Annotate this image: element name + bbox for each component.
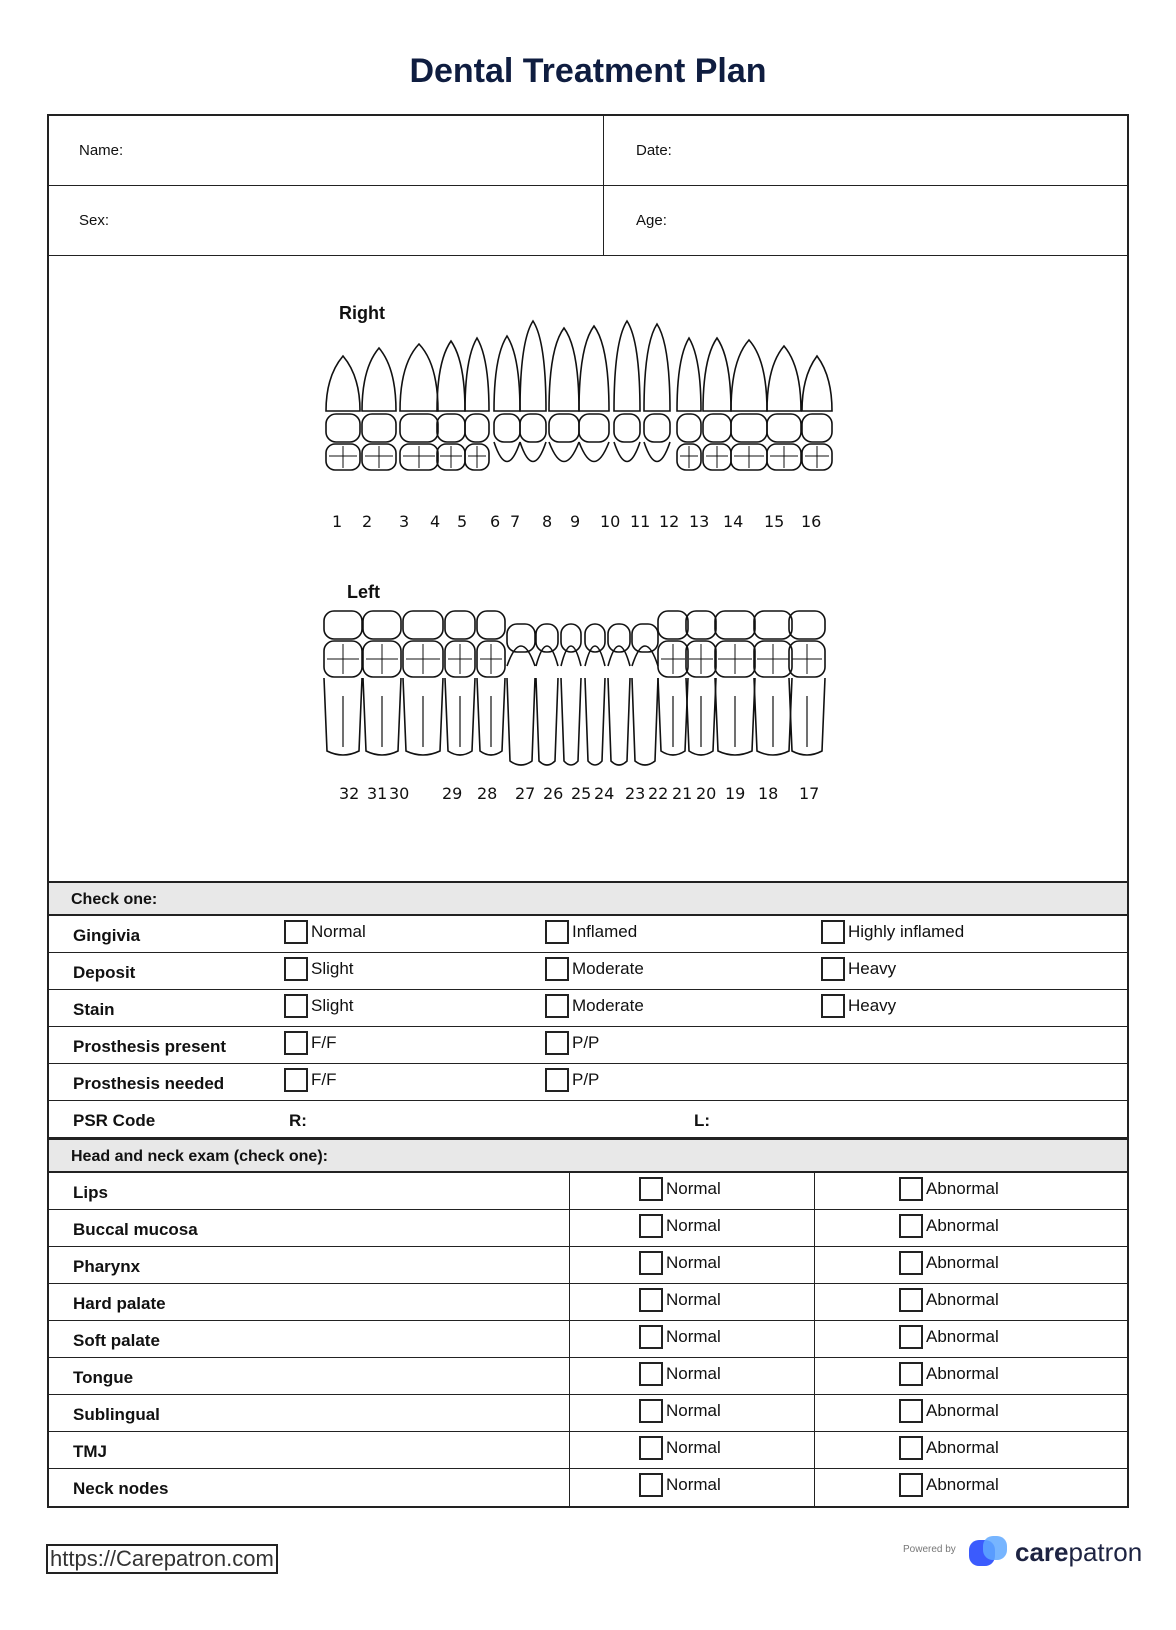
checkbox[interactable] [899,1436,923,1460]
tooth-number: 31 [367,784,388,803]
tooth-outline [549,328,579,411]
normal-option[interactable] [639,1473,721,1497]
tooth-number: 28 [477,784,498,803]
option-label: Normal [666,1290,721,1309]
check-row [49,1027,1127,1064]
check-row-label: Stain [73,1000,115,1019]
abnormal-option[interactable] [899,1177,999,1201]
tooth-outline [731,340,767,411]
checkbox[interactable] [899,1362,923,1386]
option-0[interactable] [284,994,354,1018]
abnormal-option[interactable] [899,1399,999,1423]
tooth-outline [661,644,685,674]
tooth-outline [549,414,579,442]
column-divider [569,1432,570,1469]
checkbox[interactable] [899,1399,923,1423]
tooth-number: 19 [725,784,746,803]
form-frame [47,114,1129,1508]
tooth-outline [703,414,731,442]
normal-option[interactable] [639,1214,721,1238]
option-1[interactable] [545,957,644,981]
tooth-outline [363,611,401,639]
option-label: Normal [666,1475,721,1494]
tooth-number: 32 [339,784,360,803]
checkbox[interactable] [821,920,845,944]
normal-option[interactable] [639,1399,721,1423]
tooth-number: 14 [723,512,744,531]
tooth-outline [468,446,486,468]
exam-row-label: Buccal mucosa [73,1220,198,1239]
tooth-outline [718,644,752,674]
tooth-number: 20 [696,784,717,803]
tooth-outline [520,414,546,442]
tooth-outline [644,324,670,411]
normal-option[interactable] [639,1251,721,1275]
check-one-heading: Check one: [49,883,1127,916]
column-divider [569,1469,570,1506]
option-label: Normal [311,922,366,941]
checkbox[interactable] [639,1214,663,1238]
option-label: Moderate [572,996,644,1015]
exam-row [49,1395,1127,1432]
tooth-number: 24 [594,784,615,803]
carepatron-link[interactable]: https://Carepatron.com [46,1544,278,1574]
checkbox[interactable] [899,1325,923,1349]
option-label: Normal [666,1364,721,1383]
option-label: Slight [311,996,354,1015]
exam-row [49,1284,1127,1321]
option-0[interactable] [284,1031,337,1055]
abnormal-option[interactable] [899,1436,999,1460]
tooth-number: 3 [399,512,410,531]
info-row-2 [49,186,1127,256]
lower-arch-label: Left [347,582,380,602]
tooth-outline [585,678,605,765]
tooth-outline [448,644,472,674]
tooth-outline [715,611,755,639]
option-label: Inflamed [572,922,638,941]
tooth-outline [362,414,396,442]
tooth-number: 11 [630,512,651,531]
tooth-outline [561,624,581,652]
exam-row [49,1321,1127,1358]
tooth-outline [579,442,609,462]
tooth-number: 18 [758,784,779,803]
option-label: Slight [311,959,354,978]
tooth-outline [585,624,605,652]
option-label: Abnormal [926,1438,999,1457]
option-1[interactable] [545,1031,599,1055]
tooth-outline [677,338,701,411]
checkbox[interactable] [899,1177,923,1201]
tooth-number: 13 [689,512,710,531]
column-divider [814,1432,815,1469]
tooth-outline [805,446,829,468]
option-label: Abnormal [926,1290,999,1309]
tooth-outline [789,611,825,639]
tooth-outline [326,414,360,442]
checkbox[interactable] [639,1288,663,1312]
checkbox[interactable] [899,1251,923,1275]
tooth-outline [614,442,640,462]
option-label: Highly inflamed [848,922,965,941]
head-neck-heading: Head and neck exam (check one): [49,1138,1127,1173]
tooth-number: 26 [543,784,564,803]
tooth-outline [677,414,701,442]
exam-row [49,1247,1127,1284]
tooth-outline [549,442,579,462]
option-0[interactable] [284,957,354,981]
checkbox[interactable] [639,1473,663,1497]
checkbox[interactable] [639,1177,663,1201]
exam-row-label: Lips [73,1183,108,1202]
tooth-outline [327,644,359,674]
tooth-outline [520,321,546,411]
tooth-outline [507,624,535,652]
age-field[interactable]: Age: [636,212,667,229]
column-divider [814,1247,815,1284]
tooth-number: 21 [672,784,693,803]
checkbox[interactable] [545,920,569,944]
check-row-label: Deposit [73,963,136,982]
tooth-outline [326,356,360,411]
tooth-outline [608,678,630,765]
tooth-outline [632,678,658,765]
checkbox[interactable] [284,1031,308,1055]
tooth-number: 4 [430,512,441,531]
column-divider [814,1358,815,1395]
tooth-number: 17 [799,784,820,803]
tooth-number: 25 [571,784,592,803]
exam-row-label: Sublingual [73,1405,160,1424]
option-1[interactable] [545,920,637,944]
carepatron-logo [969,1536,1142,1568]
checkbox[interactable] [545,994,569,1018]
option-label: Normal [666,1179,721,1198]
tooth-number: 5 [457,512,468,531]
option-label: Abnormal [926,1216,999,1235]
tooth-outline [680,446,698,468]
tooth-outline [757,644,789,674]
exam-row [49,1432,1127,1469]
tooth-outline [686,611,716,639]
checkbox[interactable] [639,1436,663,1460]
checkbox[interactable] [545,1068,569,1092]
option-label: Normal [666,1327,721,1346]
column-divider [569,1247,570,1284]
abnormal-option[interactable] [899,1288,999,1312]
tooth-outline [480,644,502,674]
head-neck-section [49,1173,1127,1506]
tooth-outline [614,414,640,442]
checkbox[interactable] [284,920,308,944]
tooth-outline [403,611,443,639]
tooth-outline [494,442,520,462]
column-divider [814,1469,815,1506]
checkbox[interactable] [899,1214,923,1238]
upper-arch-label: Right [339,303,385,323]
option-label: Moderate [572,959,644,978]
column-divider [569,1284,570,1321]
tooth-outline [632,624,658,652]
option-0[interactable] [284,1068,337,1092]
option-label: P/P [572,1033,600,1052]
check-row-label: Gingivia [73,926,141,945]
column-divider [569,1210,570,1247]
tooth-outline [494,336,520,411]
option-label: Abnormal [926,1364,999,1383]
check-row-label: Prosthesis needed [73,1074,225,1093]
column-divider [814,1173,815,1210]
psr-r-field[interactable]: R: [289,1111,307,1130]
checkbox[interactable] [284,957,308,981]
tooth-number: 15 [764,512,785,531]
tooth-outline [767,346,801,411]
tooth-number: 10 [600,512,621,531]
column-divider [814,1284,815,1321]
tooth-outline [561,678,581,765]
abnormal-option[interactable] [899,1251,999,1275]
option-label: P/P [572,1070,600,1089]
check-row [49,1064,1127,1101]
check-one-section [49,916,1127,1101]
column-divider [569,1358,570,1395]
normal-option[interactable] [639,1177,721,1201]
tooth-outline [329,446,357,468]
exam-row-label: Neck nodes [73,1479,169,1498]
tooth-outline [365,446,393,468]
option-label: Abnormal [926,1475,999,1494]
checkbox[interactable] [639,1325,663,1349]
tooth-outline [579,414,609,442]
tooth-number: 9 [570,512,581,531]
tooth-outline [465,338,489,411]
tooth-outline [658,611,688,639]
option-1[interactable] [545,994,644,1018]
column-divider [569,1321,570,1358]
checkbox[interactable] [821,957,845,981]
check-row [49,990,1127,1027]
checkbox[interactable] [545,1031,569,1055]
option-label: F/F [311,1070,337,1089]
tooth-outline [400,344,438,411]
tooth-outline [507,678,535,765]
tooth-number: 16 [801,512,822,531]
option-label: Abnormal [926,1401,999,1420]
checkbox[interactable] [639,1251,663,1275]
checkbox[interactable] [284,994,308,1018]
tooth-outline [689,644,713,674]
option-label: F/F [311,1033,337,1052]
tooth-outline [440,446,462,468]
check-row [49,953,1127,990]
tooth-outline [437,414,465,442]
exam-row [49,1173,1127,1210]
tooth-outline [437,341,465,411]
normal-option[interactable] [639,1288,721,1312]
checkbox[interactable] [899,1473,923,1497]
name-field[interactable]: Name: [49,116,604,185]
exam-row-label: Hard palate [73,1294,166,1313]
tooth-number: 8 [542,512,553,531]
tooth-outline [802,356,832,411]
checkbox[interactable] [284,1068,308,1092]
column-divider [569,1395,570,1432]
psr-label: PSR Code [73,1111,156,1130]
exam-row-label: TMJ [73,1442,107,1461]
tooth-outline [770,446,798,468]
tooth-outline [536,678,558,765]
tooth-number: 22 [648,784,669,803]
exam-row-label: Pharynx [73,1257,141,1276]
carepatron-wordmark: carepatron [1015,1536,1143,1567]
normal-option[interactable] [639,1436,721,1460]
tooth-outline [579,326,609,411]
tooth-outline [477,611,505,639]
tooth-outline [644,442,670,462]
option-label: Normal [666,1438,721,1457]
tooth-outline [465,414,489,442]
tooth-number: 23 [625,784,646,803]
abnormal-option[interactable] [899,1473,999,1497]
column-divider [814,1321,815,1358]
option-label: Normal [666,1216,721,1235]
option-2[interactable] [821,957,896,981]
normal-option[interactable] [639,1325,721,1349]
tooth-outline [608,624,630,652]
checkbox[interactable] [639,1399,663,1423]
tooth-outline [644,414,670,442]
option-label: Abnormal [926,1253,999,1272]
option-2[interactable] [821,994,896,1018]
option-label: Heavy [848,959,897,978]
tooth-outline [362,348,396,411]
tooth-outline [734,446,764,468]
tooth-number: 30 [389,784,410,803]
option-label: Abnormal [926,1179,999,1198]
check-row [49,916,1127,953]
tooth-outline [614,321,640,411]
powered-by-label: Powered by [903,1544,956,1555]
checkbox[interactable] [639,1362,663,1386]
abnormal-option[interactable] [899,1214,999,1238]
tooth-outline [792,644,822,674]
tooth-number: 27 [515,784,536,803]
exam-row [49,1469,1127,1506]
page-title: Dental Treatment Plan [409,52,767,90]
tooth-number: 29 [442,784,463,803]
exam-row [49,1210,1127,1247]
check-row-label: Prosthesis present [73,1037,227,1056]
tooth-number: 6 [490,512,501,531]
checkbox[interactable] [899,1288,923,1312]
tooth-outline [754,611,792,639]
tooth-outline [494,414,520,442]
tooth-outline [507,646,535,666]
tooth-outline [731,414,767,442]
tooth-outline [520,442,546,462]
date-field[interactable]: Date: [636,142,672,159]
abnormal-option[interactable] [899,1362,999,1386]
option-label: Normal [666,1253,721,1272]
psr-row [49,1101,1127,1138]
info-row-1 [49,116,1127,186]
tooth-outline [324,611,362,639]
tooth-outline [706,446,728,468]
column-divider [814,1395,815,1432]
tooth-outline [445,611,475,639]
column-divider [814,1210,815,1247]
option-label: Heavy [848,996,897,1015]
carepatron-logo-icon [969,1536,1009,1568]
tooth-outline [406,644,440,674]
tooth-outline [403,446,435,468]
exam-row-label: Tongue [73,1368,134,1387]
sex-field[interactable]: Sex: [49,186,604,255]
exam-row [49,1358,1127,1395]
tooth-chart [49,256,1127,883]
tooth-outline [767,414,801,442]
tooth-number: 7 [510,512,521,531]
psr-l-field[interactable]: L: [694,1111,711,1130]
tooth-number: 2 [362,512,373,531]
tooth-outline [366,644,398,674]
abnormal-option[interactable] [899,1325,999,1349]
checkbox[interactable] [545,957,569,981]
option-2[interactable] [821,920,964,944]
option-0[interactable] [284,920,366,944]
tooth-number: 12 [659,512,680,531]
exam-row-label: Soft palate [73,1331,160,1350]
tooth-outline [802,414,832,442]
option-label: Normal [666,1401,721,1420]
tooth-outline [536,624,558,652]
tooth-number: 1 [332,512,343,531]
tooth-outline [400,414,438,442]
column-divider [569,1173,570,1210]
tooth-outline [703,338,731,411]
normal-option[interactable] [639,1362,721,1386]
checkbox[interactable] [821,994,845,1018]
option-1[interactable] [545,1068,599,1092]
option-label: Abnormal [926,1327,999,1346]
